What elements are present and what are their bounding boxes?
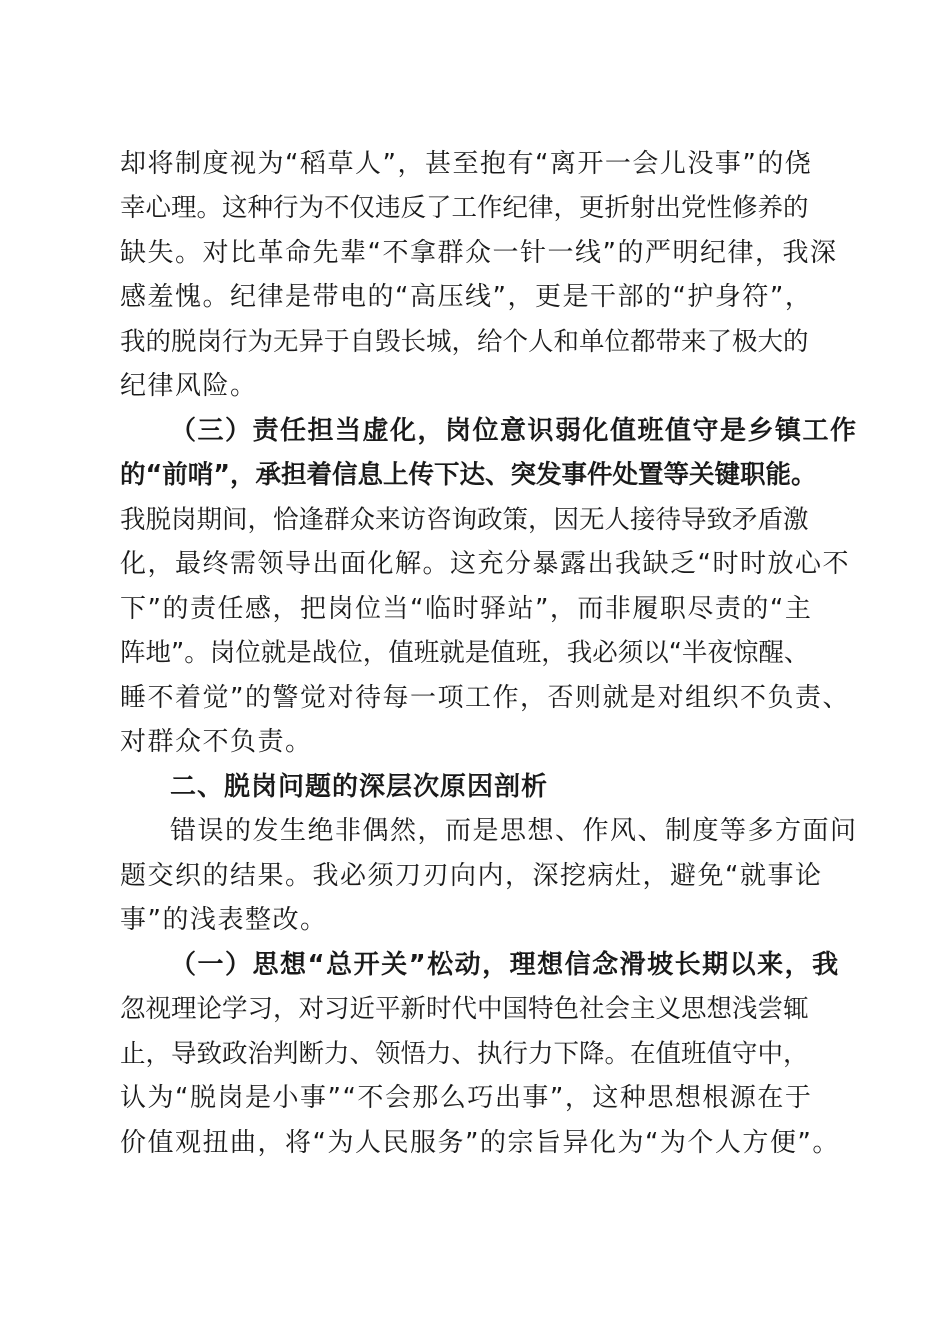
paragraph-line: 化，最终需领导出面化解。这充分暴露出我缺乏“时时放心不	[120, 549, 850, 579]
section-title: 二、脱岗问题的深层次原因剖析	[170, 772, 549, 802]
paragraph-line: 止，导致政治判断力、领悟力、执行力下降。在值班值守中，	[120, 1039, 809, 1069]
paragraph-line: 认为“脱岗是小事”“不会那么巧出事”，这种思想根源在于	[120, 1083, 813, 1113]
paragraph-line: 错误的发生绝非偶然，而是思想、作风、制度等多方面问	[170, 816, 858, 846]
paragraph-line: 睡不着觉”的警觉对待每一项工作，否则就是对组织不负责、	[120, 683, 850, 713]
paragraph-line: 下”的责任感，把岗位当“临时驿站”，而非履职尽责的“主	[120, 594, 813, 624]
paragraph-line: 感羞愧。纪律是带电的“高压线”，更是干部的“护身符”，	[120, 282, 813, 312]
paragraph-line: 幸心理。这种行为不仅违反了工作纪律，更折射出党性修养的	[120, 193, 809, 223]
paragraph-line: 缺失。对比革命先辈“不拿群众一针一线”的严明纪律，我深	[120, 238, 838, 268]
paragraph-line: 忽视理论学习，对习近平新时代中国特色社会主义思想浅尝辄	[120, 994, 809, 1024]
paragraph-line: 阵地”。岗位就是战位，值班就是值班，我必须以“半夜惊醒、	[120, 638, 810, 668]
paragraph-line: 对群众不负责。	[120, 727, 313, 757]
section-heading-line: （一）思想“总开关”松动，理想信念滑坡长期以来，我	[170, 950, 840, 980]
section-heading-line: 的“前哨”，承担着信息上传下达、突发事件处置等关键职能。	[120, 460, 817, 490]
paragraph-line: 事”的浅表整改。	[120, 905, 328, 935]
paragraph-line: 我的脱岗行为无异于自毁长城，给个人和单位都带来了极大的	[120, 327, 809, 357]
paragraph-line: 纪律风险。	[120, 371, 258, 401]
paragraph-line: 我脱岗期间，恰逢群众来访咨询政策，因无人接待导致矛盾激	[120, 505, 809, 535]
section-heading-line: （三）责任担当虚化，岗位意识弱化值班值守是乡镇工作	[170, 416, 858, 446]
paragraph-line: 题交织的结果。我必须刀刃向内，深挖病灶，避免“就事论	[120, 861, 823, 891]
paragraph-line: 价值观扭曲，将“为人民服务”的宗旨异化为“为个人方便”。	[120, 1128, 840, 1158]
paragraph-line: 却将制度视为“稻草人”，甚至抱有“离开一会儿没事”的侥	[120, 149, 813, 179]
